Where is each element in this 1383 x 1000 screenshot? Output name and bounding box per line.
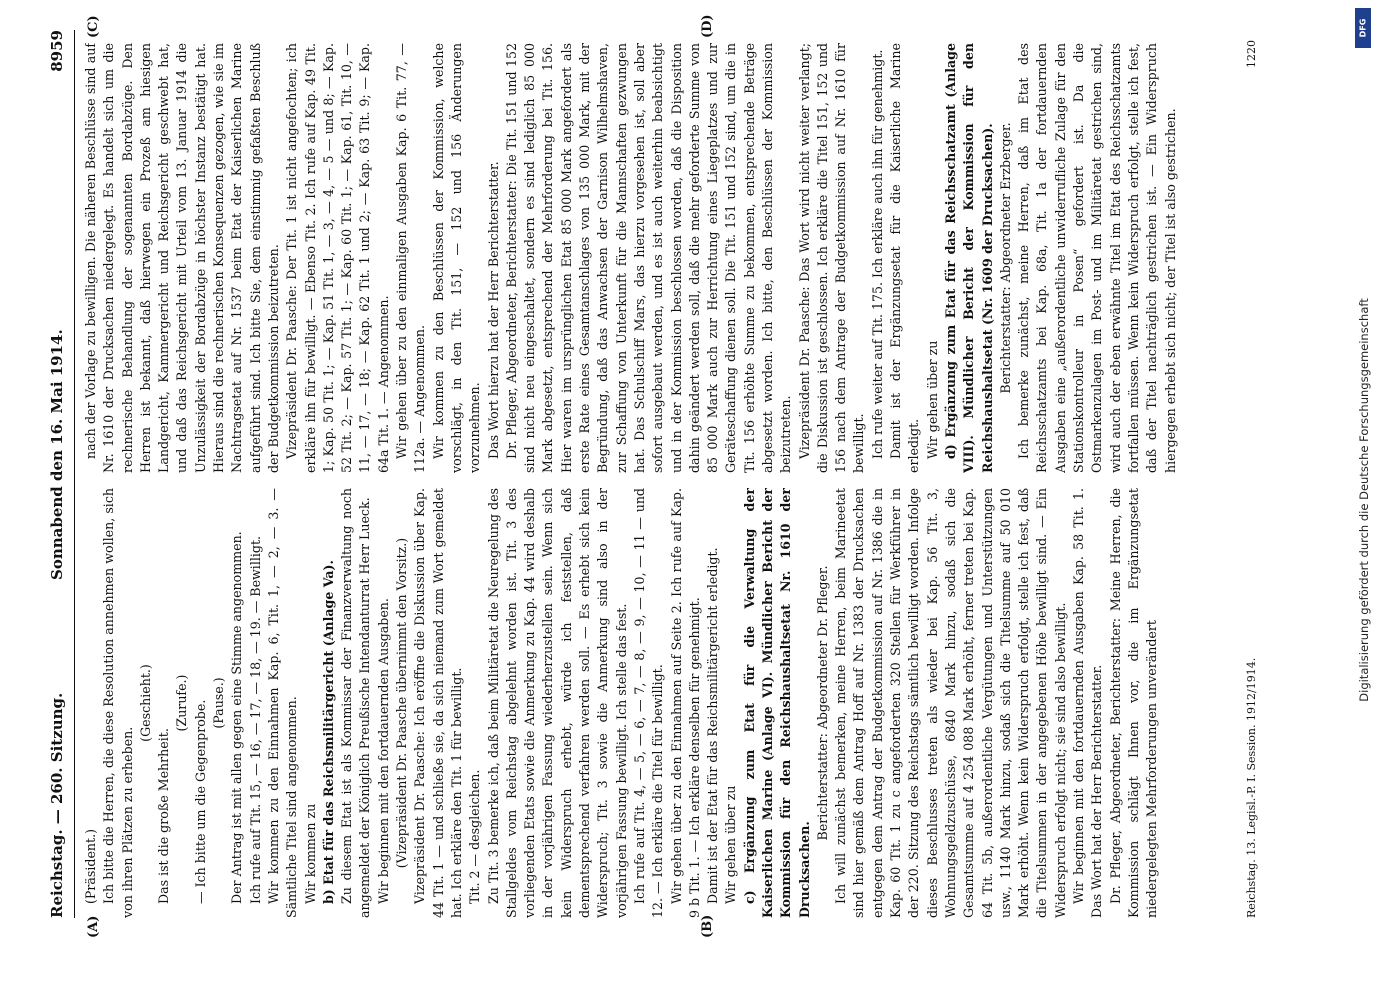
margin-marker-a: (A) [86, 915, 101, 938]
header-rule [74, 30, 75, 918]
margin-marker-c: (C) [86, 15, 101, 38]
left-column [82, 488, 1232, 918]
paragraph: Wir kommen zu [302, 803, 318, 904]
digitization-note: Digitalisierung gefördert durch die Deutsche Forschungsgemeinschaft [1357, 298, 1371, 702]
paragraph: Ich will zunächst bemerken, meine Herren, beim Marineetat sind hier gemäß dem Antrag Hoff auf Nr. 1383 der Drucksachen entgegen dem Antrag der Budgetkommission auf Nr. 1386 die in Kap. 60 Tit. 1 zu c angeforderten 320 Stellen für Werkführer in der 220. Sitzung des Reichstags sämtlich bewilligt worden. Infolge dieses Beschlusses treten als wieder bei Kap. 56 Tit. 3, Wohnungsgeldzuschüsse, 6840 Mark hinzu, sodaß sich die Gesamtsumme auf 4 254 088 Mark erhöht, ferner treten bei Kap. 64 Tit. 5b, außerordentliche Vergütungen und Unterstützungen usw., 1140 Mark hinzu, sodaß sich die Titelsumme auf 50 010 Mark erhöht. Wenn kein Widerspruch erfolgt, stelle ich fest, daß die Titelsummen in der angegebenen Höhe bewilligt sind. — Ein Widerspruch erfolgt nicht; sie sind also bewilligt. [833, 488, 1068, 918]
paragraph: Das ist die große Mehrheit. [156, 728, 172, 904]
header-session: Reichstag. — 260. Sitzung. [48, 692, 66, 918]
paragraph: Berichterstatter: Abgeordneter Erzberger. [997, 122, 1013, 394]
paragraph: Wir gehen über zu [723, 785, 739, 904]
paragraph: Wir kommen zu den Einnahmen Kap. 6, Tit. 1, — 2, — 3. — Sämtliche Titel sind angenommen. [265, 488, 300, 918]
paragraph: Wir gehen über zu den Einnahmen auf Seite 2. Ich rufe auf Kap. 9 b Tit. 1. — Ich erkläre denselben für genehmigt. [668, 488, 702, 918]
right-column [82, 43, 1232, 473]
paragraph: Zu diesem Etat ist als Kommissar der Finanzverwaltung noch angemeldet der Königlich Preußische Intendanturrat Herr Lueck. [339, 488, 373, 918]
paragraph: Vizepräsident Dr. Paasche: Das Wort wird nicht weiter verlangt; die Diskussion ist geschlossen. Ich erkläre die Titel 151, 152 und 156 nach dem Antrage der Budgetkommission auf Nr. 1610 für bewilligt. [796, 43, 867, 473]
section-heading: d) Ergänzung zum Etat für das Reichsschatzamt (Anlage VIII). Mündlicher Bericht der Kommission für den Reichshaushaltsetat (Nr. 1609 der Drucksachen). [942, 43, 995, 473]
paragraph: Zu Tit. 3 bemerke ich, daß beim Militäretat die Neuregelung des Stallgeldes vom Reichstag abgelehnt worden ist. Tit. 3 des vorliegenden Etats sowie die Anmerkung zu Kap. 44 wird deshalb in der vorjährigen Fassung wiederherzustellen sein. Wenn sich kein Widerspruch erhebt, würde ich feststellen, daß dementsprechend verfahren werden soll. — Es erhebt sich kein Widerspruch; Tit. 3 sowie die Anmerkung sind also in der vorjährigen Fassung bewilligt. Ich stelle das fest. [485, 488, 629, 918]
section-heading: b) Etat für das Reichsmilitärgericht (Anlage Va). [320, 560, 336, 904]
paragraph: Damit ist der Etat für das Reichsmilitärgericht erledigt. [705, 547, 721, 904]
paragraph: (Geschieht.) [137, 664, 153, 742]
paragraph: nach der Vorlage zu bewilligen. Die näheren Beschlüsse sind auf Nr. 1610 der Drucksachen niedergelegt. Es handelt sich um die rechnerische Behandlung der sogenannten Bordabzüge. Den Herren ist bekannt, daß hierwegen ein Prozeß am hiesigen Landgericht, Kammergericht und Reichsgericht geschwebt hat, und daß das Reichsgericht mit Urteil vom 13. Januar 1914 die Unzulässigkeit der Bordabzüge in höchster Instanz bestätigt hat. Hieraus sind die rechnerischen Konsequenzen gezogen, wie sie im Nachtragsetat auf Nr. 1537 beim Etat der Kaiserlichen Marine aufgeführt sind. Ich bitte Sie, dem einstimmig gefaßten Beschluß der Budgetkommission beizutreten. [83, 43, 281, 473]
paragraph: Damit ist der Ergänzungsetat für die Kaiserliche Marine erledigt. [888, 43, 922, 473]
dfg-side-strip [1353, 8, 1375, 992]
paragraph: Tit. 2 — desgleichen. [467, 769, 483, 904]
paragraph: Wir beginnen mit den fortdauernden Ausgaben Kap. 58 Tit. 1. Das Wort hat der Herr Berichterstatter. [1071, 488, 1105, 918]
paragraph: Dr. Pfleger, Abgeordneter, Berichterstatter: Meine Herren, die Kommission schlägt Ihnen vor, die im Ergänzungsetat niedergelegten Mehrforderungen unverändert [1107, 488, 1160, 918]
paragraph: Vizepräsident Dr. Paasche: Ich eröffne die Diskussion über Kap. 44 Tit. 1 — und schließe sie, da sich niemand zum Wort gemeldet hat. Ich erkläre den Tit. 1 für bewilligt. [412, 488, 464, 918]
paragraph: (Pause.) [211, 677, 227, 729]
paragraph: Wir gehen über zu [924, 340, 940, 459]
header-date: Sonnabend den 16. Mai 1914. [48, 329, 66, 580]
paragraph: (Vizepräsident Dr. Paasche übernimmt den Vorsitz.) [394, 537, 410, 869]
paragraph: Ich bitte die Herren, die diese Resolution annehmen wollen, sich von ihren Plätzen zu erheben. [101, 488, 135, 918]
paragraph: Wir kommen zu den Beschlüssen der Kommission, welche vorschlägt, in den Tit. 151, — 152 und 156 Änderungen vorzunehmen. [430, 43, 483, 473]
paragraph: Wir gehen über zu den einmaligen Ausgaben Kap. 6 Tit. 77, — 112a. — Angenommen. [394, 43, 428, 473]
page-number: 8959 [48, 30, 66, 72]
dfg-logo [1355, 8, 1371, 48]
paragraph: Ich rufe auf Tit. 15, — 16, — 17, — 18, — 19. — Bewilligt. [247, 535, 263, 904]
paragraph: — Ich bitte um die Gegenprobe. [192, 699, 208, 904]
dfg-logo-text: DFG [1358, 18, 1368, 38]
paragraph: (Zurufe.) [174, 674, 190, 732]
margin-marker-d: (D) [700, 14, 715, 38]
section-heading: c) Ergänzung zum Etat für die Verwaltung der Kaiserlichen Marine (Anlage VI). Mündlicher Bericht der Kommission für den Reichshaushaltsetat Nr. 1610 der Drucksachen. [741, 488, 812, 918]
paragraph: Ich rufe auf Tit. 4, — 5, — 6, — 7, — 8, — 9, — 10, — 11 — und 12. — Ich erkläre die Titel für bewilligt. [631, 488, 666, 918]
margin-marker-b: (B) [700, 914, 715, 938]
footer-session: Reichstag. 13. Legisl.-P. I. Session. 1912/1914. [1245, 657, 1258, 918]
paragraph: Der Antrag ist mit allen gegen eine Stimme angenommen. [229, 531, 245, 904]
paragraph: Berichterstatter: Abgeordneter Dr. Pfleger. [814, 565, 830, 841]
paragraph: Vizepräsident Dr. Paasche: Der Tit. 1 ist nicht angefochten; ich erkläre ihn für bewilligt. — Ebenso Tit. 2. Ich rufe auf Kap. 49 Tit. 1; Kap. 50 Tit. 1; — Kap. 51 Tit. 1, — 3, — 4, — 5 — und 8; — Kap. 52 Tit. 2; — Kap. 57 Tit. 1; — Kap. 60 Tit. 1; — Kap. 61, Tit. 10, — 11, — 17, — 18; — Kap. 62 Tit. 1 und 2; — Kap. 63 Tit. 9; — Kap. 64a Tit. 1. — Angenommen. [284, 43, 391, 473]
paragraph: (Präsident.) [83, 828, 98, 904]
paragraph: Wir beginnen mit den fortdauernden Ausgaben. [375, 598, 391, 904]
paragraph: Ich bemerke zunächst, meine Herren, daß im Etat des Reichsschatzamts bei Kap. 68a, Tit. 1a der fortdauernden Ausgaben eine „außerordentliche unwiderrufliche Zulage für den Stationskontrolleur in Posen“ gefordert ist. Da die Ostmarkenzulagen im Post- und im Militäretat gestrichen sind, wird auch der eben erwähnte Titel im Etat des Reichsschatzamts fortfallen müssen. Wenn kein Widerspruch erfolgt, stelle ich fest, daß der Titel nachträglich gestrichen ist. — Ein Widerspruch hiergegen erhebt sich nicht; der Titel ist also gestrichen. [1016, 43, 1178, 473]
paragraph: Dr. Pfleger, Abgeordneter, Berichterstatter: Die Tit. 151 und 152 sind nicht neu eingeschaltet, sondern es sind lediglich 85 000 Mark abgesetzt, entsprechend der Mehrforderung bei Tit. 156. Hier waren im ursprünglichen Etat 85 000 Mark angefordert als erste Rate eines Gesamtanschlages von 135 000 Mark, mit der Begründung, daß das Anwachsen der Garnison Wilhelmshaven, zur Schaffung von Unterkunft für die Mannschaften gezwungen hat. Das Schulschiff Mars, das hierzu vorgesehen ist, soll aber sofort ausgebaut werden, und es ist auch weiterhin beabsichtigt und in der Kommission beschlossen worden, daß die Disposition dahin geändert werden soll, daß die mehr geforderte Summe von 85 000 Mark auch zur Herrichtung eines Liegeplatzes und zur Geräteschaffung dienen soll. Die Tit. 151 und 152 sind, um die in Tit. 156 erhöhte Summe zu bekommen, entsprechende Beträge abgesetzt worden. Ich bitte, den Beschlüssen der Kommission beizutreten. [503, 43, 794, 473]
paragraph: Ich rufe weiter auf Tit. 175. Ich erkläre auch ihn für genehmigt. [869, 49, 885, 459]
footer-number: 1220 [1245, 40, 1258, 68]
paragraph: Das Wort hierzu hat der Herr Berichterstatter. [485, 161, 501, 459]
